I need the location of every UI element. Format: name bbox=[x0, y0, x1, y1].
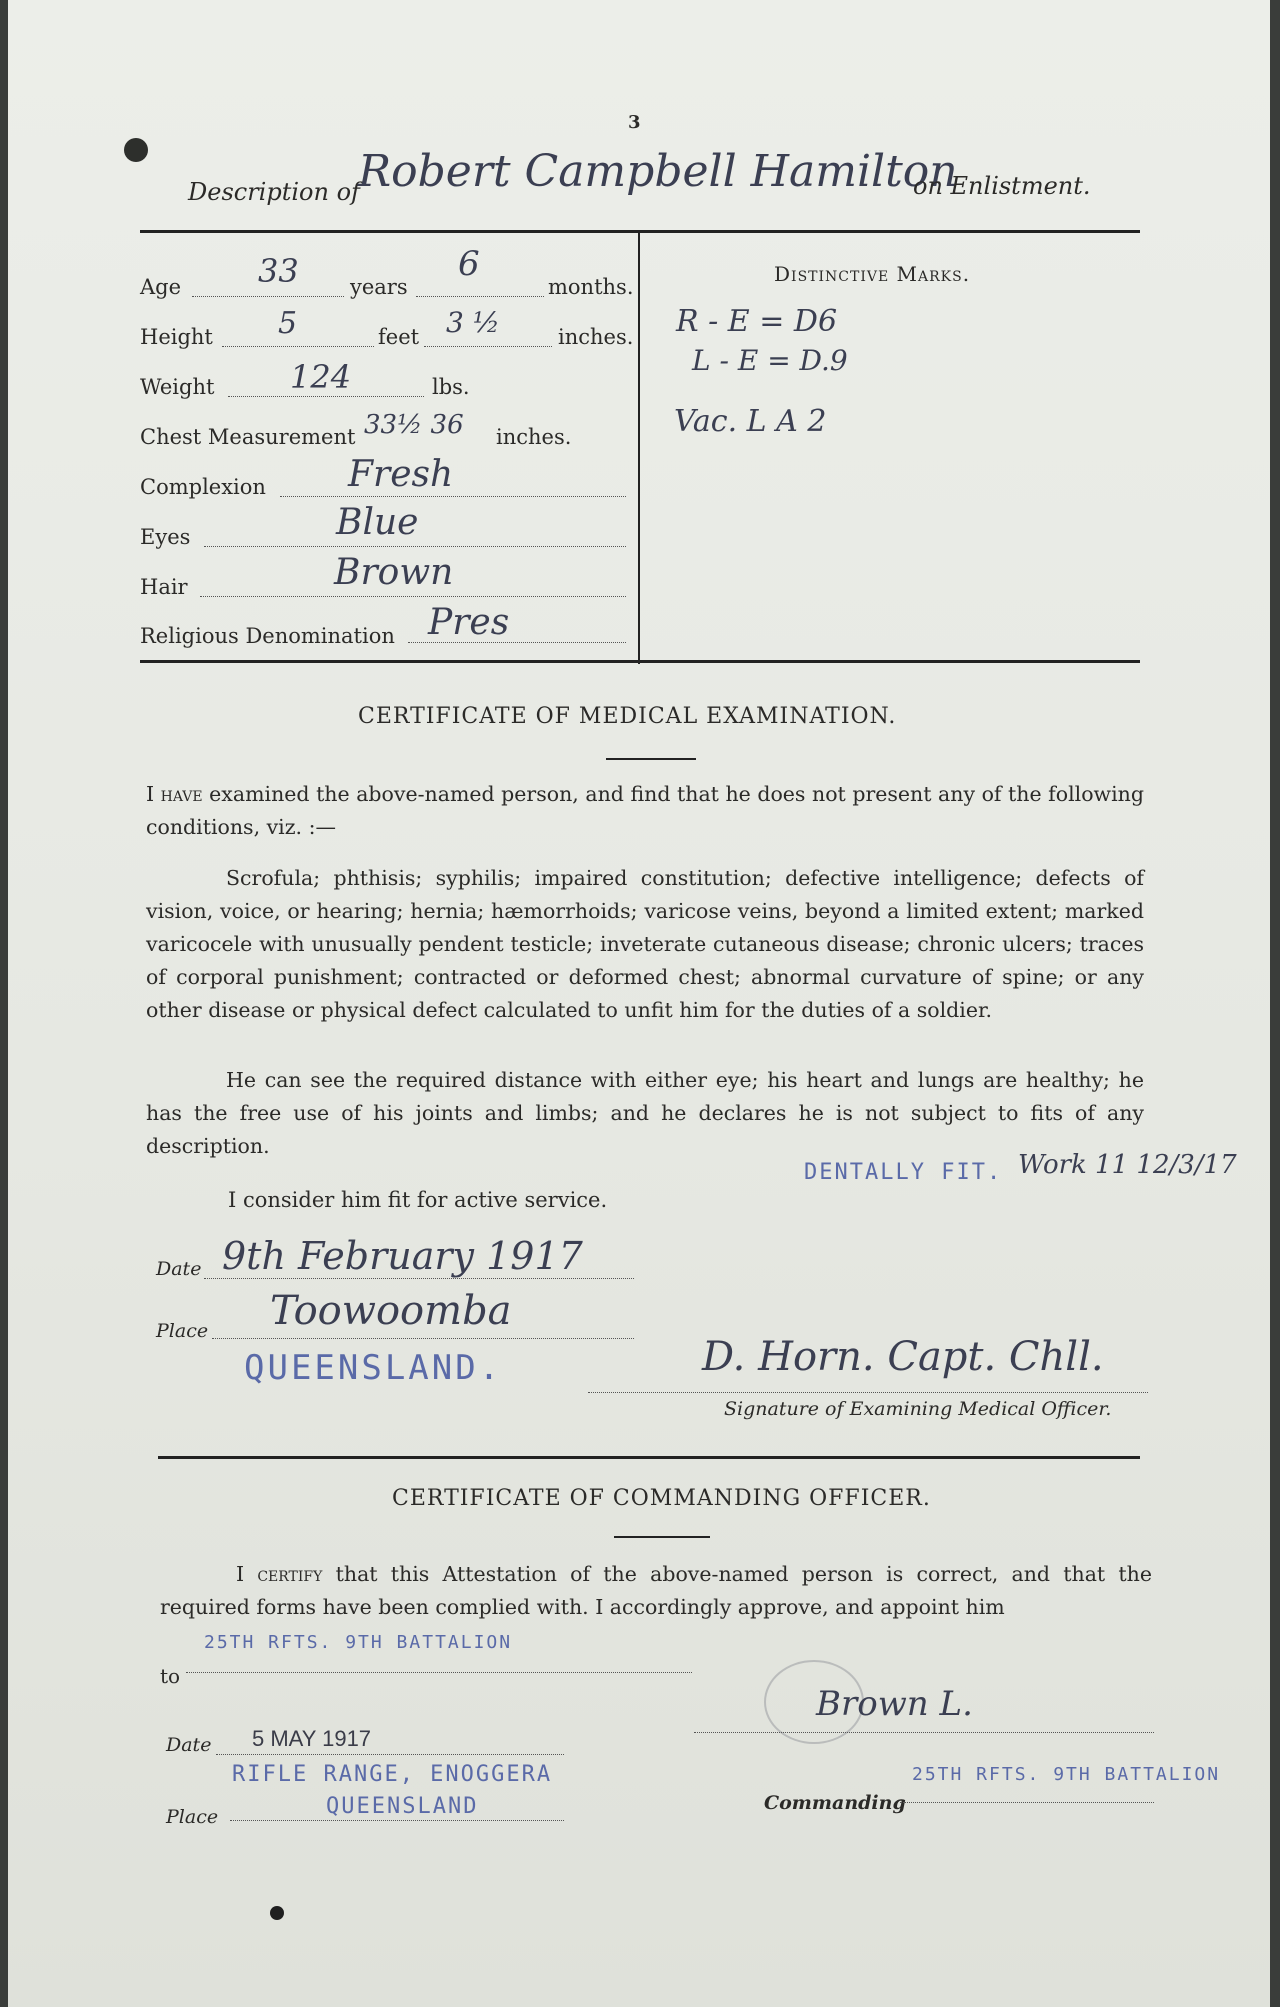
medical-date-label: Date bbox=[156, 1258, 202, 1280]
medical-intro-lead: I have bbox=[146, 782, 203, 806]
weight-label: Weight bbox=[140, 375, 215, 399]
commanding-certify bbox=[160, 1558, 1152, 1624]
medical-place-value: Toowoomba bbox=[270, 1288, 512, 1334]
height-label: Height bbox=[140, 325, 213, 349]
height-feet-line bbox=[222, 346, 374, 347]
appoint-unit-stamp: 25TH RFTS. 9TH BATTALION bbox=[204, 1632, 513, 1653]
heading-suffix: on Enlistment. bbox=[913, 172, 1091, 200]
complexion-label: Complexion bbox=[140, 475, 266, 499]
heading-prefix: Description of bbox=[188, 178, 360, 206]
distinctive-mark-line: R - E = D6 bbox=[676, 304, 838, 339]
commanding-officer-signature: Brown L. bbox=[816, 1684, 973, 1724]
ink-dot bbox=[270, 1906, 284, 1920]
medical-signature-label: Signature of Examining Medical Officer. bbox=[724, 1398, 1112, 1420]
weight-line bbox=[228, 396, 424, 397]
height-inches-value: 3 ½ bbox=[446, 306, 500, 339]
chest-unit: inches. bbox=[496, 425, 572, 449]
heading-rule bbox=[140, 230, 1140, 233]
religion-value: Pres bbox=[428, 602, 510, 643]
years-label: years bbox=[350, 275, 408, 299]
distinctive-mark-line: Vac. L A 2 bbox=[674, 404, 827, 439]
weight-unit: lbs. bbox=[432, 375, 470, 399]
hair-label: Hair bbox=[140, 575, 188, 599]
commanding-date-label: Date bbox=[166, 1734, 212, 1756]
commanding-certify-text: that this Attestation of the above-named person is correct, and that the required forms have been complied with. I accordingly approve, and appoint him bbox=[160, 1562, 1152, 1619]
commanding-date-line bbox=[216, 1754, 564, 1755]
appoint-to-label: to bbox=[160, 1664, 181, 1688]
eyes-line bbox=[204, 546, 626, 547]
dental-initials: Work 11 12/3/17 bbox=[1018, 1150, 1237, 1180]
age-months-line bbox=[416, 296, 544, 297]
chest-label: Chest Measurement bbox=[140, 425, 356, 449]
fit-statement: I consider him fit for active service. bbox=[228, 1188, 608, 1212]
complexion-line bbox=[280, 496, 626, 497]
punch-hole bbox=[124, 138, 148, 162]
months-label: months. bbox=[548, 275, 634, 299]
queensland-place-stamp: QUEENSLAND bbox=[326, 1794, 479, 1819]
attestation-page bbox=[8, 0, 1270, 2007]
medical-title-rule bbox=[606, 758, 696, 760]
complexion-value: Fresh bbox=[348, 454, 454, 495]
appoint-to-line bbox=[186, 1672, 692, 1673]
column-divider bbox=[638, 232, 640, 664]
inches-label: inches. bbox=[558, 325, 634, 349]
dentally-fit-stamp: DENTALLY FIT. bbox=[804, 1160, 1003, 1185]
weight-value: 124 bbox=[290, 358, 352, 396]
height-inches-line bbox=[424, 346, 552, 347]
medical-place-label: Place bbox=[156, 1320, 209, 1342]
rifle-range-stamp: RIFLE RANGE, ENOGGERA bbox=[232, 1762, 553, 1787]
description-bottom-rule bbox=[140, 660, 1140, 663]
commanding-unit-stamp: 25TH RFTS. 9TH BATTALION bbox=[912, 1764, 1221, 1785]
commanding-title: CERTIFICATE OF COMMANDING OFFICER. bbox=[392, 1486, 931, 1511]
commanding-place-line bbox=[230, 1820, 564, 1821]
feet-label: feet bbox=[378, 325, 420, 349]
medical-title: CERTIFICATE OF MEDICAL EXAMINATION. bbox=[358, 704, 897, 729]
eyes-value: Blue bbox=[336, 502, 419, 543]
height-feet-value: 5 bbox=[278, 306, 298, 341]
soldier-name: Robert Campbell Hamilton bbox=[358, 146, 958, 197]
medical-conditions: Scrofula; phthisis; syphilis; impaired constitution; defective intelligence; defects of vision, voice, or hearing; hernia; hæmorrhoids; varicose veins, beyond a limited extent; marked varicocele with unusually pendent testicle; inveterate cutaneous disease; chronic ulcers; traces of corporal punishment; contracted or deformed chest; abnormal curvature of spine; or any other disease or physical defect calculated to unfit him for the duties of a soldier. bbox=[146, 866, 1144, 1022]
age-years-line bbox=[192, 296, 344, 297]
medical-place-line bbox=[212, 1338, 634, 1339]
medical-date-line bbox=[204, 1278, 634, 1279]
commanding-signature-line bbox=[694, 1732, 1154, 1733]
distinctive-mark-line: L - E = D.9 bbox=[692, 344, 848, 377]
queensland-stamp: QUEENSLAND. bbox=[244, 1348, 503, 1388]
chest-value: 33½ 36 bbox=[364, 410, 464, 440]
commanding-place-label: Place bbox=[166, 1806, 219, 1828]
commanding-certify-lead: I certify bbox=[236, 1562, 323, 1586]
medical-signature-line bbox=[588, 1392, 1148, 1393]
distinctive-marks-title: Distinctive Marks. bbox=[774, 262, 971, 286]
hair-line bbox=[200, 596, 626, 597]
commanding-date-stamp: 5 MAY 1917 bbox=[252, 1726, 372, 1751]
medical-officer-signature: D. Horn. Capt. Chll. bbox=[702, 1334, 1104, 1380]
medical-date-value: 9th February 1917 bbox=[222, 1234, 583, 1278]
commanding-label: Commanding bbox=[764, 1792, 906, 1814]
section-divider-rule bbox=[158, 1456, 1140, 1459]
age-months-value: 6 bbox=[458, 244, 480, 284]
eyes-label: Eyes bbox=[140, 525, 191, 549]
commanding-title-rule bbox=[614, 1536, 710, 1538]
page-number: 3 bbox=[628, 112, 641, 133]
medical-intro-text: examined the above-named person, and find that he does not present any of the following conditions, viz. :— bbox=[146, 782, 1144, 839]
commanding-unit-line bbox=[900, 1802, 1154, 1803]
religion-label: Religious Denomination bbox=[140, 624, 395, 648]
hair-value: Brown bbox=[334, 552, 454, 593]
medical-intro bbox=[146, 778, 1144, 844]
medical-sight: He can see the required distance with either eye; his heart and lungs are healthy; he has the free use of his joints and limbs; and he declares he is not subject to fits of any description. bbox=[146, 1068, 1144, 1158]
age-years-value: 33 bbox=[258, 252, 299, 290]
age-label: Age bbox=[140, 275, 182, 299]
